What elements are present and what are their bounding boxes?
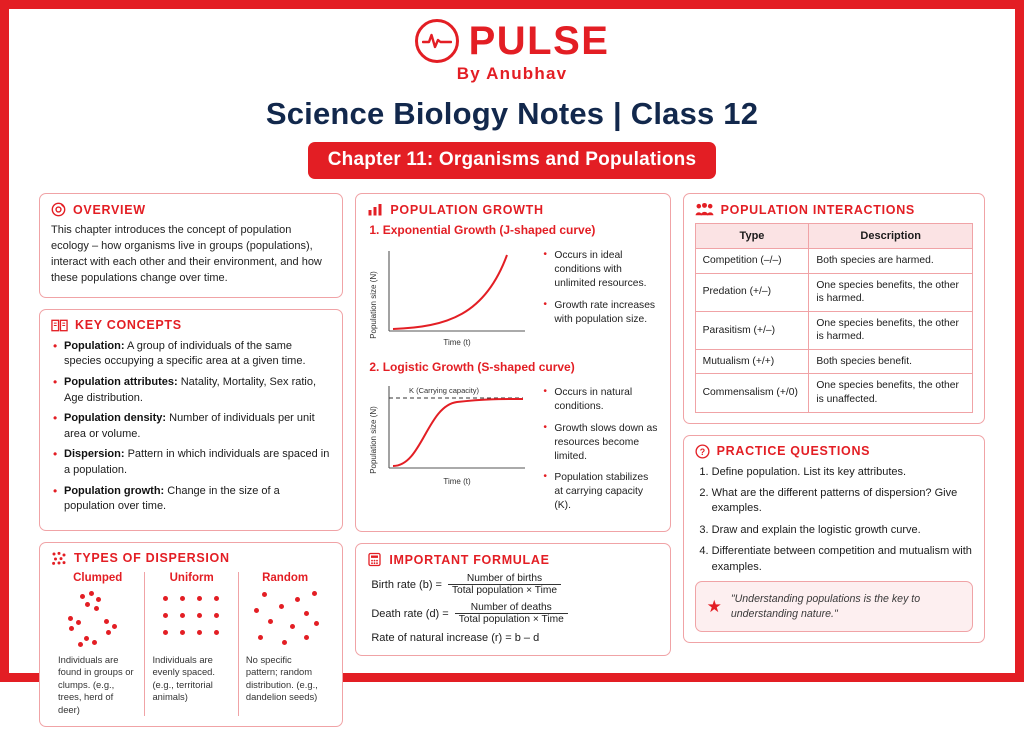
cell-type: Parasitism (+/–) — [695, 311, 809, 349]
clumped-dot-pattern — [58, 588, 137, 650]
list-item: • Population stabilizes at carrying capacity (K). — [554, 471, 658, 513]
population-growth-card — [355, 193, 670, 532]
dispersion-card — [39, 542, 343, 728]
book-icon — [51, 318, 68, 333]
definition: Natality, Mortality, Sex ratio, Age distribution. — [64, 375, 317, 404]
cell-type: Mutualism (+/+) — [695, 349, 809, 374]
overview-text: This chapter introduces the concept of population ecology – how organisms live in groups (populations), interact with each other and their environment, and how these populations change over time. — [51, 224, 322, 284]
right-column — [683, 193, 985, 654]
brand-header — [17, 15, 1007, 84]
logistic-title: 2. Logistic Growth (S-shaped curve) — [369, 360, 575, 374]
random-dot-pattern — [246, 588, 324, 650]
logistic-graph-row — [367, 380, 658, 521]
svg-text:Population size (N): Population size (N) — [369, 271, 379, 339]
growth-chart-icon — [367, 202, 383, 217]
dispersion-clumped — [51, 572, 144, 717]
question-mark-icon — [695, 444, 710, 459]
formulae-card — [355, 543, 670, 656]
table-row — [695, 374, 972, 412]
term: Population density: — [64, 412, 167, 425]
list-item — [64, 484, 331, 515]
definition: A group of individuals of the same species occupying a specific area at a given time. — [64, 339, 306, 368]
svg-text:Time (t): Time (t) — [443, 338, 471, 347]
cell-description: One species benefits, the other is harmed. — [809, 273, 973, 311]
content-columns — [17, 193, 1007, 738]
pulse-heartbeat-icon — [415, 19, 459, 63]
interactions-table — [695, 223, 973, 413]
quote-text: "Understanding populations is the key to understanding nature." — [730, 592, 921, 620]
brand-name: PULSE — [468, 19, 610, 63]
table-row — [695, 311, 972, 349]
interactions-card — [683, 193, 985, 424]
dispersion-note: Individuals are evenly spaced. (e.g., territorial animals) — [152, 653, 215, 703]
list-item: 3. Draw and explain the logistic growth curve. — [712, 523, 973, 538]
definition: Number of individuals per unit area or volume. — [64, 412, 315, 440]
brand-tagline: By Anubhav — [456, 64, 568, 83]
population-growth-heading: POPULATION GROWTH — [390, 202, 544, 217]
target-icon — [51, 202, 66, 217]
column-header-type: Type — [695, 224, 809, 249]
overview-heading: OVERVIEW — [73, 202, 146, 217]
middle-column — [355, 193, 670, 667]
cell-type: Commensalism (+/0) — [695, 374, 809, 412]
term: Population growth: — [64, 484, 165, 497]
list-item — [64, 375, 331, 406]
key-concepts-card — [39, 309, 343, 531]
dispersion-type-label: Random — [262, 571, 309, 584]
people-group-icon — [695, 202, 714, 217]
definition: Pattern in which individuals are spaced in a population. — [64, 448, 330, 477]
svg-text:Time (t): Time (t) — [443, 477, 471, 486]
term: Population: — [64, 339, 125, 352]
list-item: • Growth rate increases with population size. — [554, 299, 658, 327]
cell-description: Both species are harmed. — [809, 249, 973, 274]
death-rate-formula — [371, 602, 658, 625]
cell-description: One species benefits, the other is unaffected. — [809, 374, 973, 412]
formula-denominator: Total population × Time — [455, 613, 568, 625]
formula-label: Birth rate (b) = — [371, 578, 442, 591]
scatter-dots-icon — [51, 551, 67, 566]
list-item: • Occurs in natural conditions. — [554, 386, 658, 414]
table-row — [695, 249, 972, 274]
table-row — [695, 273, 972, 311]
formula-label: Death rate (d) = — [371, 607, 449, 620]
svg-text:?: ? — [699, 446, 705, 457]
exponential-points — [542, 243, 658, 334]
list-item: 4. Differentiate between competition and mutualism with examples. — [712, 544, 973, 575]
quote-box — [695, 581, 973, 632]
list-item — [64, 447, 331, 478]
uniform-dot-pattern — [152, 588, 230, 650]
birth-rate-formula — [371, 573, 658, 596]
logistic-points — [542, 380, 658, 521]
column-header-description: Description — [809, 224, 973, 249]
formula-numerator: Number of births — [466, 573, 543, 585]
list-item — [64, 411, 331, 442]
dispersion-grid — [51, 572, 331, 717]
practice-questions-list — [695, 465, 973, 575]
key-concepts-heading: KEY CONCEPTS — [75, 318, 182, 333]
practice-questions-card — [683, 435, 985, 644]
formula-denominator: Total population × Time — [448, 584, 561, 596]
formulae-heading: IMPORTANT FORMULAE — [389, 552, 550, 567]
cell-description: One species benefits, the other is harmed. — [809, 311, 973, 349]
natural-increase-formula: Rate of natural increase (r) = b – d — [371, 632, 540, 645]
practice-heading: PRACTICE QUESTIONS — [716, 444, 871, 459]
list-item: • Growth slows down as resources become limited. — [554, 422, 658, 464]
list-item: 2. What are the different patterns of dispersion? Give examples. — [712, 486, 973, 517]
svg-text:Population size (N): Population size (N) — [369, 406, 379, 474]
dispersion-note: No specific pattern; random distribution. (e.g., dandelion seeds) — [245, 653, 318, 703]
term: Dispersion: — [64, 448, 125, 461]
list-item — [64, 339, 331, 370]
exponential-graph — [367, 243, 532, 356]
dispersion-random — [238, 572, 331, 717]
chapter-badge: Chapter 11: Organisms and Populations — [308, 142, 716, 179]
table-row — [695, 349, 972, 374]
definition: Change in the size of a population over time. — [64, 484, 280, 513]
svg-text:K (Carrying capacity): K (Carrying capacity) — [409, 386, 480, 395]
dispersion-note: Individuals are found in groups or clumps. (e.g., trees, herd of deer) — [58, 653, 134, 715]
calculator-icon — [367, 552, 382, 567]
cell-description: Both species benefit. — [809, 349, 973, 374]
key-concepts-list — [51, 339, 331, 515]
list-item: 1. Define population. List its key attributes. — [712, 465, 973, 480]
exponential-title: 1. Exponential Growth (J-shaped curve) — [369, 223, 596, 237]
cell-type: Predation (+/–) — [695, 273, 809, 311]
table-header-row — [695, 224, 972, 249]
star-icon: ★ — [706, 597, 722, 617]
exponential-graph-row — [367, 243, 658, 356]
dispersion-uniform — [144, 572, 237, 717]
dispersion-heading: TYPES OF DISPERSION — [74, 551, 230, 566]
logistic-graph — [367, 380, 532, 497]
term: Population attributes: — [64, 375, 178, 388]
dispersion-type-label: Clumped — [73, 571, 123, 584]
left-column — [39, 193, 343, 738]
cell-type: Competition (–/–) — [695, 249, 809, 274]
overview-card — [39, 193, 343, 298]
page-title: Science Biology Notes | Class 12 — [265, 96, 759, 131]
dispersion-type-label: Uniform — [169, 571, 214, 584]
interactions-heading: POPULATION INTERACTIONS — [720, 202, 915, 217]
formula-numerator: Number of deaths — [470, 602, 552, 614]
list-item: • Occurs in ideal conditions with unlimited resources. — [554, 249, 658, 291]
